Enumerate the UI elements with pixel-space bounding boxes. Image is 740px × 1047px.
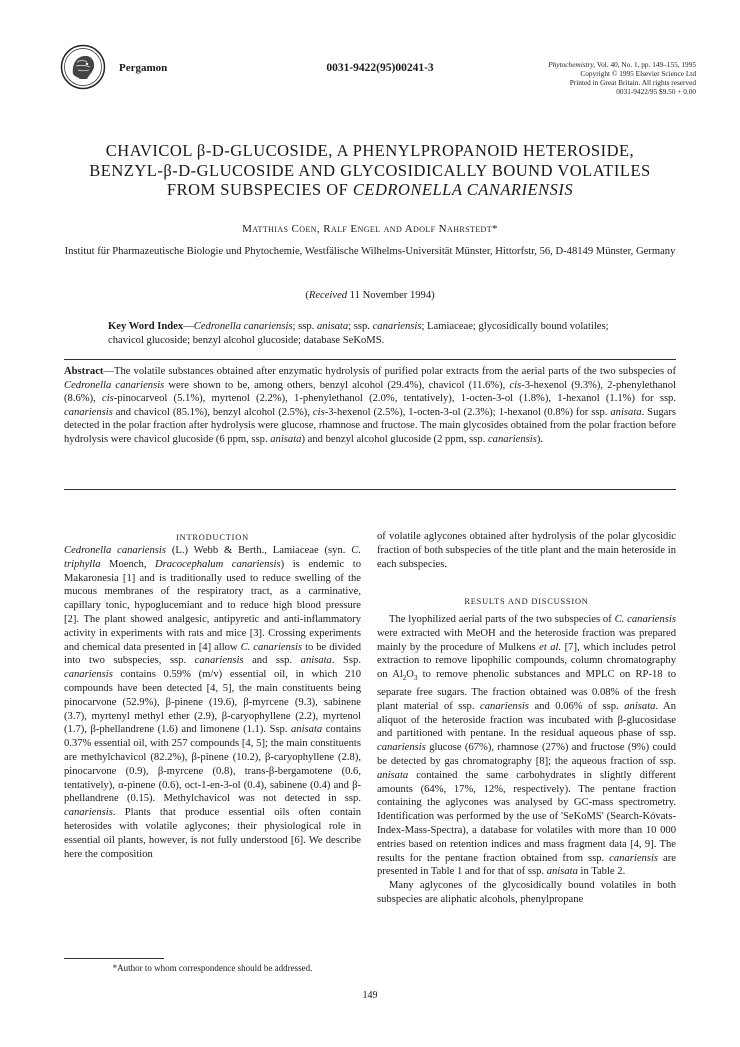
intro-text: Cedronella canariensis [64, 545, 166, 556]
title-species: CEDRONELLA CANARIENSIS [352, 180, 574, 199]
abstract-text: ). [536, 433, 544, 445]
results-paragraph [377, 613, 676, 879]
abstract-text: cis [102, 393, 114, 405]
journal-citation-block [474, 60, 696, 96]
keyword-text: canariensis [372, 321, 422, 332]
abstract-text: . Sugars detected in the polar fraction after hydrolysis were glucose, rhamnose and fructose. The main glycosides obtained from the polar fraction before hydrolysis were chavicol glucoside (6 ppm, ssp. [64, 406, 677, 445]
intro-text: . Ssp. [331, 655, 361, 667]
article-title [40, 141, 700, 200]
journal-name: Phytochemistry, [548, 60, 596, 69]
title-line-2: BENZYL-β-D-GLUCOSIDE AND GLYCOSIDICALLY BOUND VOLATILES [89, 160, 651, 180]
results-text: . An aliquot of the heteroside fraction was incubated with β-glucosidase and partitioned with pentane. In the residual aqueous phase of ssp. [377, 700, 676, 740]
results-text: anisata [624, 700, 656, 712]
authors: Matthias Coen, Ralf Engel and Adolf Nahrstedt* [242, 223, 498, 235]
intro-text: and ssp. [243, 655, 301, 667]
footnote-rule [64, 958, 164, 959]
results-text: C. canariensis [614, 614, 676, 625]
received-value: 11 November 1994 [349, 290, 432, 301]
abstract-text: cis [312, 406, 325, 418]
intro-text: . Plants that produce essential oils often contain heterosides with volatile aglycones; their physiological role in essential oil plants, however, is not fully understood [6]. We describe here the composition [64, 807, 361, 860]
section-heading-results: RESULTS AND DISCUSSION [464, 597, 589, 606]
abstract-text: -pinocarveol (5.1%), myrtenol (2.2%), 1-phenylethanol (2.0%, tentatively), 1-octen-3-ol (1.8%), 1-hexanol (1.1%) for ssp. [113, 393, 677, 405]
intro-text: (L.) Webb & Berth., Lamiaceae (syn. [165, 545, 352, 556]
abstract-text: anisata [270, 433, 302, 445]
results-text: O [406, 669, 414, 681]
affiliation: Institut für Pharmazeutische Biologie und Phytochemie, Westfälische Wilhelms-Universität Münster, Hittorfstr, 56, D-48149 Münster, Germany [64, 246, 676, 257]
abstract [64, 365, 676, 447]
results-text: [7], which includes petrol extraction to remove lipophilic compounds, column chromatography on Al [377, 641, 677, 681]
intro-text: contains 0.59% (m/v) essential oil, in which 210 compounds have been detected [4, 5], the main constituents being pinocarvone (52.9%), β-pinene (19.6), β-myrcene (9.3), sabinene (3.7), myrtenyl methyl ether (2.9), β-caryophyllene (2.2), myrtenol (1.7), β-phellandrene (1.6) and limonene (1.1). Ssp. [64, 669, 361, 736]
abstract-text: anisata [610, 406, 642, 418]
results-text: canariensis [480, 700, 529, 712]
abstract-text: canariensis [487, 433, 537, 445]
results-text: canariensis [377, 742, 426, 754]
abstract-text: -3-hexenol (2.5%), 1-octen-3-ol (2.3%); 1-hexanol (0.8%) for ssp. [324, 406, 611, 418]
publisher-name: Pergamon [119, 62, 168, 74]
section-heading-introduction: INTRODUCTION [176, 533, 249, 542]
introduction-paragraph [64, 544, 361, 861]
results-body [377, 613, 676, 907]
abstract-text: —The volatile substances obtained after enzymatic hydrolysis of purified polar extracts from the aerial parts of the two subspecies of [103, 366, 676, 377]
intro-text: canariensis [64, 669, 113, 681]
introduction-body [64, 544, 361, 861]
intro-text: Dracocephalum canariensis [154, 558, 281, 570]
abstract-text: cis [509, 379, 522, 391]
keyword-text: anisata [316, 321, 349, 332]
results-text: and 0.06% of ssp. [528, 700, 625, 712]
title-line-1: CHAVICOL β-D-GLUCOSIDE, A PHENYLPROPANOID HETEROSIDE, [105, 141, 635, 160]
results-text: canariensis [609, 852, 659, 864]
footnote: *Author to whom correspondence should be addressed. [112, 963, 313, 973]
keyword-index: Key Word Index—Cedronella canariensis; ssp. anisata; ssp. canariensis; Lamiaceae; glycosidically bound volatiles; chavicol glucoside; benzyl alcohol glucoside; database SeKoMS. [108, 321, 609, 346]
keyword-text: ; ssp. [348, 321, 373, 332]
abstract-text: Cedronella canariensis [64, 379, 165, 391]
results-text: anisata [377, 769, 409, 781]
intro-text: canariensis [194, 655, 244, 667]
results-text: in Table 2. [577, 866, 626, 878]
intro-text: ) is endemic to Makaronesia [1] and is traditionally used to reduce swelling of the mucous membranes of the respiratory tract, as a carminative, capillary tonic, hypoglucemiant and to reduce high blood pressure [2]. The plant showed analgesic, antipyretic and anti-inflammatory activity in experiments with rats and mice [3]. Crossing experiments and chemical data presented in [4] allow [64, 558, 361, 653]
results-text: et al. [539, 641, 562, 653]
keyword-text: ; ssp. [292, 321, 317, 332]
abstract-text: -3-hexenol (9.3%), 2-phenylethanol (8.6%), [64, 379, 676, 405]
journal-issue: Vol. 40, No. 1, pp. 149–155, 1995 [596, 60, 696, 69]
intro-continued-paragraph: of volatile aglycones obtained after hydrolysis of the polar glycosidic fraction of both subspecies of the title plant and the main heteroside in each subspecies. [377, 531, 676, 570]
results-paragraph: Many aglycones of the glycosidically bound volatiles in both subspecies are aliphatic alcohols, phenylpropane [377, 880, 676, 906]
results-text: glucose (67%), rhamnose (27%) and fructose (9%) could be detected by gas chromatography [8]; the aqueous fraction of ssp. [377, 742, 676, 768]
received-date: (Received 11 November 1994) [305, 290, 435, 301]
intro-text: C. triphylla [64, 545, 361, 570]
intro-text: C. canariensis [240, 641, 303, 653]
results-text: to remove phenolic substances and MPLC on RP-18 to separate free sugars. The fraction obtained was 0.08% of the fresh plant material of ssp. [377, 669, 676, 712]
intro-text: contains 0.37% essential oil, with 257 compounds [4, 5]; the main constituents are methylchavicol (82.2%), β-pinene (10.2), β-caryophyllene (2.8), pinocarvone (0.9), β-myrcene (0.8), trans-β-bergamotene (0.6, tentatively), α-pinene (0.6), oct-1-en-3-ol (0.4), sabinene (0.4) and β-phellandrene (0.15). Methylchavicol was not detected in ssp. [64, 724, 362, 805]
results-text: The lyophilized aerial parts of the two subspecies of [389, 614, 615, 625]
intro-text: anisata [300, 655, 332, 667]
printed-line: Printed in Great Britain. All rights reserved [569, 78, 696, 87]
intro-text: anisata [291, 724, 323, 736]
results-text: contained the same carbohydrates in slightly different amounts (64%, 17%, 12%, respectively). The pentane fraction containing the aglycones was analysed by GC-mass spectrometry. Identification was performed by the use of 'SeKoMS' (Search-Kóvats-Index-Mass-Spectra), a database for volatiles with more than 10 000 entries based on retention indices and mass fragment data [4, 9]. The results for the pentane fraction obtained from ssp. [377, 769, 676, 864]
results-subscript: 3 [413, 674, 418, 683]
abstract-text: canariensis [64, 406, 113, 418]
keyword-label: Key Word Index [108, 321, 184, 332]
intro-text: canariensis [64, 807, 113, 819]
keyword-text: Cedronella canariensis [193, 321, 293, 332]
page-number: 149 [362, 990, 378, 1001]
results-text: anisata [546, 866, 578, 878]
abstract-text: and chavicol (85.1%), benzyl alcohol (2.5%), [112, 406, 313, 418]
keyword-text: ; Lamiaceae; glycosidically bound volatiles; chavicol glucoside; benzyl alcohol glucoside; database SeKoMS. [108, 321, 609, 346]
intro-text: Moench, [100, 558, 155, 570]
results-subscript: 2 [402, 674, 407, 683]
abstract-bottom-rule [64, 489, 676, 490]
abstract-label: Abstract [64, 366, 104, 377]
results-text: are presented in Table 1 and for that of ssp. [377, 852, 676, 878]
intro-text: to be divided into two subspecies, ssp. [64, 641, 361, 667]
abstract-text: ) and benzyl alcohol glucoside (2 ppm, ssp. [301, 433, 488, 445]
title-line-3-text: FROM SUBSPECIES OF [166, 180, 353, 199]
received-label: Received [308, 290, 348, 301]
abstract-top-rule [64, 359, 676, 360]
doi-code: 0031-9422(95)00241-3 [326, 62, 434, 74]
price-line: 0031-9422/95 $9.50 + 0.00 [616, 87, 696, 96]
results-text: were extracted with MeOH and the heteroside fraction was prepared mainly by the procedure of Mulkens [377, 627, 676, 653]
abstract-text: were shown to be, among others, benzyl alcohol (29.4%), chavicol (11.6%), [164, 379, 510, 391]
copyright-line: Copyright © 1995 Elsevier Science Ltd [580, 69, 696, 78]
introduction-continued [377, 530, 676, 571]
publisher-logo-icon [60, 44, 106, 90]
title-line-3 [40, 180, 700, 200]
